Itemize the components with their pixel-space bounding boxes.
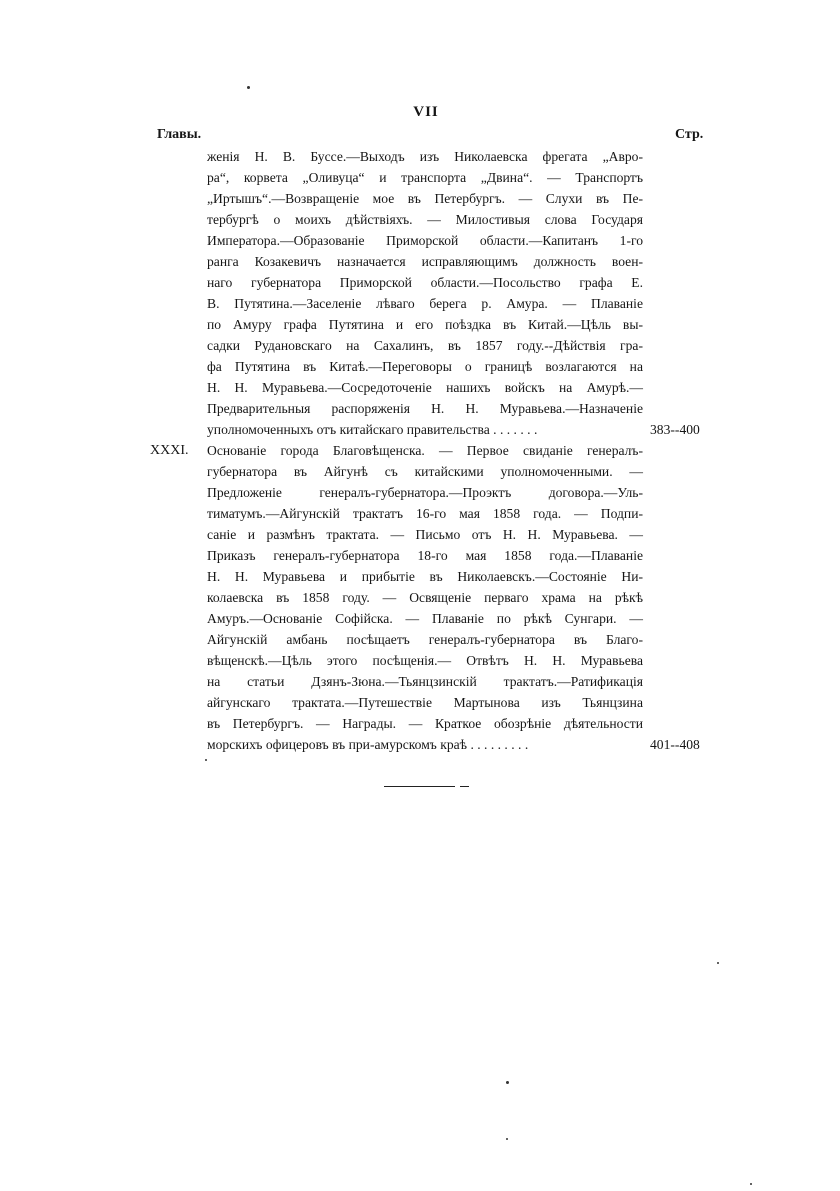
- toc-line: губернатора въ Айгунѣ съ китайскими уполномоченными. —: [207, 464, 643, 479]
- toc-line: садки Рудановскаго на Сахалинъ, въ 1857 году.--Дѣйствія гра-: [207, 338, 643, 353]
- scan-speck: [750, 1183, 752, 1185]
- toc-line: Н. Н. Муравьева и прибытіе въ Николаевскъ.—Состояніе Ни-: [207, 569, 643, 584]
- scan-speck: [717, 962, 719, 964]
- toc-line: женія Н. В. Буссе.—Выходъ изъ Николаевска фрегата „Авро-: [207, 149, 643, 164]
- scan-speck: [205, 759, 207, 761]
- toc-line: тиматумъ.—Айгунскій трактатъ 16-го мая 1858 года. — Подпи-: [207, 506, 643, 521]
- toc-line: „Иртышъ“.—Возвращеніе мое въ Петербургъ. — Слухи въ Пе-: [207, 191, 643, 206]
- toc-line: въ Петербургъ. — Награды. — Краткое обозрѣніе дѣятельности: [207, 716, 643, 731]
- toc-line: уполномоченныхъ отъ китайскаго правительства . . . . . . .: [207, 422, 538, 437]
- toc-line: Предложеніе генералъ-губернатора.—Проэктъ договора.—Уль-: [207, 485, 643, 500]
- toc-line: Предварительныя распоряженія Н. Н. Муравьева.—Назначеніе: [207, 401, 643, 416]
- toc-line: Основаніе города Благовѣщенска. — Первое свиданіе генералъ-: [207, 443, 643, 458]
- toc-line: саніе и размѣнъ трактата. — Письмо отъ Н. Н. Муравьева. —: [207, 527, 643, 542]
- scan-speck: [506, 1081, 509, 1084]
- toc-line: В. Путятина.—Заселеніе лѣваго берега р. Амура. — Плаваніе: [207, 296, 643, 311]
- chapter-number: XXXI.: [150, 443, 189, 458]
- toc-line: ранга Козакевичъ назначается исправляющимъ должность воен-: [207, 254, 643, 269]
- section-divider: [384, 786, 455, 787]
- section-divider: [460, 786, 469, 787]
- toc-line: Н. Н. Муравьева.—Сосредоточеніе нашихъ войскъ на Амурѣ.—: [207, 380, 643, 395]
- page-number: VII: [413, 104, 439, 120]
- scan-speck: [247, 86, 250, 89]
- toc-line: наго губернатора Приморской области.—Посольство графа Е.: [207, 275, 643, 290]
- toc-line: Императора.—Образованіе Приморской области.—Капитанъ 1-го: [207, 233, 643, 248]
- toc-line: Амуръ.—Основаніе Софійска. — Плаваніе по рѣкѣ Сунгари. —: [207, 611, 643, 626]
- chapters-column-header: Главы.: [157, 127, 202, 142]
- page-range: 401--408: [650, 737, 700, 752]
- scan-speck: [506, 1138, 508, 1140]
- toc-line: ра“, корвета „Оливуца“ и транспорта „Двина“. — Транспортъ: [207, 170, 643, 185]
- toc-line: на статьи Дзянъ-Зюна.—Тьянцзинскій трактатъ.—Ратификація: [207, 674, 643, 689]
- toc-line: айгунскаго трактата.—Путешествіе Мартынова изъ Тьянцзина: [207, 695, 643, 710]
- page-range: 383--400: [650, 422, 700, 437]
- toc-line: тербургѣ о моихъ дѣйствіяхъ. — Милостивыя слова Государя: [207, 212, 643, 227]
- toc-line: Айгунскій амбань посѣщаетъ генералъ-губернатора въ Благо-: [207, 632, 643, 647]
- toc-line: по Амуру графа Путятина и его поѣздка въ Китай.—Цѣль вы-: [207, 317, 643, 332]
- toc-line: морскихъ офицеровъ въ при-амурскомъ краѣ . . . . . . . . .: [207, 737, 529, 752]
- toc-line: вѣщенскѣ.—Цѣль этого посѣщенія.— Отвѣтъ Н. Н. Муравьева: [207, 653, 643, 668]
- toc-line: Приказъ генералъ-губернатора 18-го мая 1858 года.—Плаваніе: [207, 548, 643, 563]
- pages-column-header: Стр.: [675, 127, 704, 142]
- toc-line: колаевска въ 1858 году. — Освященіе перваго храма на рѣкѣ: [207, 590, 643, 605]
- toc-line: фа Путятина въ Китаѣ.—Переговоры о границѣ возлагаются на: [207, 359, 643, 374]
